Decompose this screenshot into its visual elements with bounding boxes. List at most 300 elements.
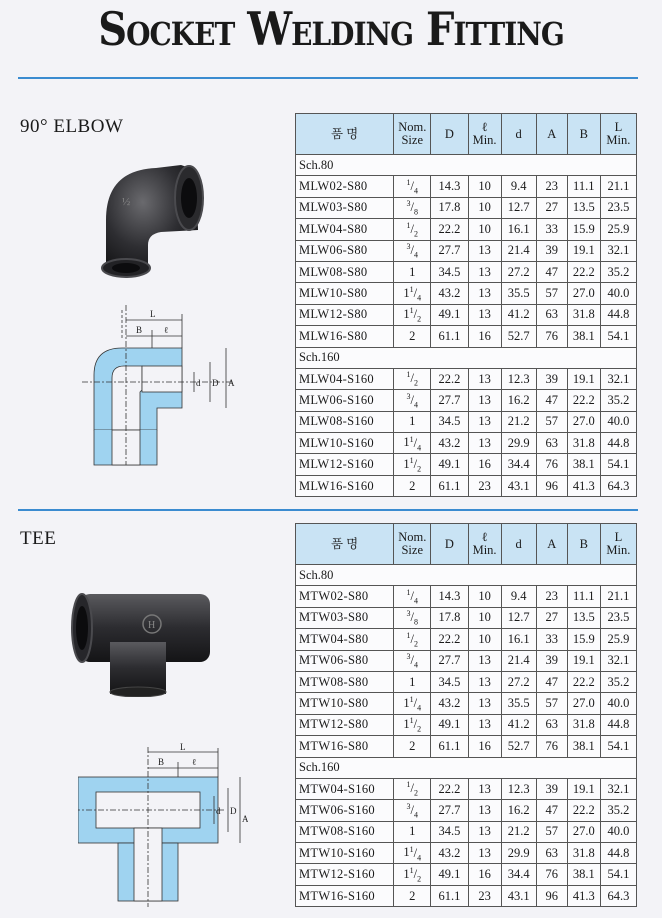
spec-cell: 96: [536, 475, 567, 496]
spec-cell: 13: [468, 261, 501, 282]
spec-cell: 31.8: [567, 714, 600, 735]
model-code: MLW06-S160: [296, 390, 394, 411]
spec-cell: 54.1: [600, 326, 636, 347]
header-l-min-line-2: Min.: [472, 543, 497, 557]
spec-cell: 54.1: [600, 454, 636, 475]
table-row: [296, 843, 637, 864]
spec-cell: 35.5: [501, 693, 536, 714]
spec-cell: 63: [536, 433, 567, 454]
spec-cell: 21.2: [501, 411, 536, 432]
spec-cell: 14.3: [431, 176, 468, 197]
spec-cell: 1: [394, 821, 431, 842]
spec-cell: 27.2: [501, 261, 536, 282]
spec-cell: 13: [468, 693, 501, 714]
header-d: d: [501, 524, 536, 565]
schedule-label: Sch.160: [296, 757, 637, 778]
table-row: [296, 197, 637, 218]
spec-cell: 13: [468, 671, 501, 692]
spec-cell: 27.0: [567, 693, 600, 714]
header-l-min-line-2: Min.: [472, 133, 497, 147]
spec-cell: 35.2: [600, 390, 636, 411]
table-row: [296, 326, 637, 347]
spec-cell: 49.1: [431, 454, 468, 475]
model-code: MTW03-S80: [296, 607, 394, 628]
spec-cell: $^1/_4$: [394, 586, 431, 607]
tee-dim-d: d: [216, 806, 221, 816]
table-row: [296, 261, 637, 282]
spec-cell: 39: [536, 650, 567, 671]
spec-cell: 27.7: [431, 650, 468, 671]
spec-cell: 17.8: [431, 607, 468, 628]
spec-cell: 27: [536, 197, 567, 218]
spec-cell: 13: [468, 304, 501, 325]
spec-cell: 64.3: [600, 475, 636, 496]
spec-cell: $^1/_2$: [394, 629, 431, 650]
spec-cell: 31.8: [567, 843, 600, 864]
spec-cell: 27: [536, 607, 567, 628]
spec-cell: 57: [536, 693, 567, 714]
spec-cell: 27.0: [567, 283, 600, 304]
spec-cell: $^3/_4$: [394, 240, 431, 261]
spec-cell: 49.1: [431, 714, 468, 735]
spec-cell: 43.2: [431, 433, 468, 454]
spec-cell: 21.4: [501, 650, 536, 671]
spec-cell: $^1/_4$: [394, 176, 431, 197]
spec-cell: 57: [536, 411, 567, 432]
spec-cell: 27.7: [431, 800, 468, 821]
spec-cell: 13: [468, 283, 501, 304]
spec-cell: 43.1: [501, 475, 536, 496]
model-code: MLW10-S160: [296, 433, 394, 454]
model-code: MTW10-S80: [296, 693, 394, 714]
spec-cell: 16: [468, 326, 501, 347]
spec-cell: 1: [394, 261, 431, 282]
table-row: [296, 650, 637, 671]
spec-cell: 23: [536, 176, 567, 197]
header-l-min: [468, 114, 501, 155]
model-code: MLW08-S80: [296, 261, 394, 282]
header-L-min-line-1: L: [614, 120, 623, 134]
table-row: [296, 736, 637, 757]
spec-cell: 33: [536, 629, 567, 650]
tee-dim-A: A: [242, 814, 248, 824]
spec-cell: 52.7: [501, 326, 536, 347]
spec-cell: 21.1: [600, 586, 636, 607]
spec-cell: $1^1/_4$: [394, 843, 431, 864]
spec-cell: 13.5: [567, 607, 600, 628]
model-code: MLW02-S80: [296, 176, 394, 197]
header-l-min-line-1: ℓ: [481, 530, 488, 544]
spec-cell: 64.3: [600, 885, 636, 906]
spec-cell: $^3/_4$: [394, 650, 431, 671]
model-code: MTW10-S160: [296, 843, 394, 864]
spec-cell: 43.1: [501, 885, 536, 906]
tee-dim-L: L: [180, 742, 186, 752]
table-row: [296, 671, 637, 692]
header-L-min-line-1: L: [614, 530, 623, 544]
spec-cell: $1^1/_4$: [394, 433, 431, 454]
table-row: [296, 433, 637, 454]
spec-cell: 57: [536, 283, 567, 304]
spec-cell: 23: [468, 475, 501, 496]
spec-cell: 38.1: [567, 454, 600, 475]
spec-cell: 10: [468, 607, 501, 628]
spec-cell: 13: [468, 411, 501, 432]
header-nom-size-line-2: Size: [401, 133, 424, 147]
spec-cell: 52.7: [501, 736, 536, 757]
header-A: A: [536, 114, 567, 155]
spec-cell: 61.1: [431, 326, 468, 347]
spec-cell: 12.3: [501, 368, 536, 389]
spec-cell: 76: [536, 454, 567, 475]
tee-dim-B: B: [158, 757, 165, 767]
spec-cell: 43.2: [431, 843, 468, 864]
spec-cell: 76: [536, 736, 567, 757]
table-row: [296, 607, 637, 628]
spec-cell: 61.1: [431, 885, 468, 906]
spec-cell: 13: [468, 368, 501, 389]
model-code: MLW16-S160: [296, 475, 394, 496]
spec-cell: 44.8: [600, 843, 636, 864]
spec-cell: 11.1: [567, 586, 600, 607]
spec-cell: 2: [394, 736, 431, 757]
elbow-section-title: 90° ELBOW: [20, 116, 124, 137]
spec-cell: 49.1: [431, 864, 468, 885]
spec-cell: 57: [536, 821, 567, 842]
spec-cell: 38.1: [567, 736, 600, 757]
header-L-min-line-2: Min.: [606, 133, 631, 147]
spec-cell: $1^1/_2$: [394, 454, 431, 475]
header-nom-size-line-1: Nom.: [398, 530, 427, 544]
header-nom-size-line-1: Nom.: [398, 120, 427, 134]
spec-cell: 9.4: [501, 176, 536, 197]
spec-cell: $^3/_4$: [394, 390, 431, 411]
spec-cell: 76: [536, 864, 567, 885]
spec-cell: 39: [536, 778, 567, 799]
spec-cell: 10: [468, 197, 501, 218]
spec-cell: 96: [536, 885, 567, 906]
model-code: MTW08-S80: [296, 671, 394, 692]
spec-cell: 15.9: [567, 219, 600, 240]
table-row: [296, 800, 637, 821]
tee-drawing: [78, 742, 248, 912]
spec-cell: 27.0: [567, 411, 600, 432]
header-d: d: [501, 114, 536, 155]
elbow-photo-label: ½: [122, 196, 131, 208]
spec-cell: 19.1: [567, 650, 600, 671]
spec-cell: 40.0: [600, 411, 636, 432]
spec-cell: 47: [536, 390, 567, 411]
spec-cell: 23.5: [600, 607, 636, 628]
spec-cell: 27.7: [431, 390, 468, 411]
spec-cell: 22.2: [567, 390, 600, 411]
spec-cell: 41.2: [501, 714, 536, 735]
header-l-min: [468, 524, 501, 565]
spec-cell: 13: [468, 800, 501, 821]
spec-cell: 34.5: [431, 671, 468, 692]
spec-cell: 32.1: [600, 240, 636, 261]
model-code: MLW04-S80: [296, 219, 394, 240]
model-code: MTW12-S160: [296, 864, 394, 885]
spec-cell: 54.1: [600, 736, 636, 757]
table-row: [296, 475, 637, 496]
spec-cell: 22.2: [567, 261, 600, 282]
spec-cell: 39: [536, 240, 567, 261]
table-row: [296, 454, 637, 475]
spec-cell: 16: [468, 454, 501, 475]
model-code: MTW04-S80: [296, 629, 394, 650]
table-row: [296, 304, 637, 325]
spec-cell: 41.3: [567, 475, 600, 496]
spec-cell: 32.1: [600, 778, 636, 799]
spec-cell: $1^1/_4$: [394, 693, 431, 714]
spec-cell: 19.1: [567, 240, 600, 261]
spec-cell: 9.4: [501, 586, 536, 607]
spec-cell: 47: [536, 800, 567, 821]
spec-cell: $^3/_4$: [394, 800, 431, 821]
spec-cell: 16: [468, 736, 501, 757]
spec-cell: 22.2: [567, 800, 600, 821]
spec-cell: 13: [468, 390, 501, 411]
spec-cell: 76: [536, 326, 567, 347]
table-row: [296, 821, 637, 842]
page-title: Socket Welding Fitting: [98, 2, 564, 57]
spec-cell: 13: [468, 433, 501, 454]
spec-cell: 54.1: [600, 864, 636, 885]
table-row: [296, 219, 637, 240]
schedule-label: Sch.80: [296, 155, 637, 176]
header-D: D: [431, 524, 468, 565]
spec-cell: 10: [468, 629, 501, 650]
spec-cell: 32.1: [600, 650, 636, 671]
spec-cell: 35.5: [501, 283, 536, 304]
spec-cell: 13: [468, 714, 501, 735]
spec-cell: 27.2: [501, 671, 536, 692]
spec-cell: 34.4: [501, 864, 536, 885]
spec-cell: 25.9: [600, 219, 636, 240]
spec-cell: 61.1: [431, 475, 468, 496]
spec-cell: 38.1: [567, 326, 600, 347]
spec-cell: 41.3: [567, 885, 600, 906]
header-D: D: [431, 114, 468, 155]
spec-cell: $^1/_2$: [394, 778, 431, 799]
spec-cell: 13.5: [567, 197, 600, 218]
spec-cell: 14.3: [431, 586, 468, 607]
spec-cell: 21.1: [600, 176, 636, 197]
spec-cell: 23.5: [600, 197, 636, 218]
model-code: MTW06-S80: [296, 650, 394, 671]
spec-cell: 61.1: [431, 736, 468, 757]
table-row: [296, 176, 637, 197]
spec-cell: 16.1: [501, 219, 536, 240]
elbow-dim-L: L: [150, 309, 156, 319]
tee-section-title: TEE: [20, 528, 57, 549]
spec-cell: 47: [536, 261, 567, 282]
spec-cell: 2: [394, 475, 431, 496]
spec-cell: 16: [468, 864, 501, 885]
spec-cell: 10: [468, 219, 501, 240]
spec-cell: 31.8: [567, 433, 600, 454]
tee-photo: [62, 582, 222, 697]
spec-cell: 1: [394, 411, 431, 432]
table-row: [296, 240, 637, 261]
spec-cell: 12.7: [501, 607, 536, 628]
spec-cell: 22.2: [431, 219, 468, 240]
model-code: MLW10-S80: [296, 283, 394, 304]
spec-cell: 22.2: [567, 671, 600, 692]
spec-cell: 2: [394, 326, 431, 347]
spec-cell: 40.0: [600, 821, 636, 842]
spec-cell: 21.2: [501, 821, 536, 842]
header-name: 품 명: [296, 524, 394, 565]
section-divider: [18, 509, 638, 511]
spec-cell: $^1/_2$: [394, 219, 431, 240]
spec-cell: 10: [468, 176, 501, 197]
header-L-min-line-2: Min.: [606, 543, 631, 557]
spec-cell: 15.9: [567, 629, 600, 650]
header-name: 품 명: [296, 114, 394, 155]
spec-cell: 1: [394, 671, 431, 692]
spec-cell: 23: [536, 586, 567, 607]
title-rule: [18, 77, 638, 79]
elbow-dim-d: d: [196, 378, 201, 388]
spec-cell: 43.2: [431, 283, 468, 304]
table-row: [296, 864, 637, 885]
header-nom-size: [394, 114, 431, 155]
table-row: [296, 368, 637, 389]
model-code: MTW06-S160: [296, 800, 394, 821]
header-A: A: [536, 524, 567, 565]
spec-cell: 63: [536, 714, 567, 735]
spec-cell: 12.7: [501, 197, 536, 218]
header-l-min-line-1: ℓ: [481, 120, 488, 134]
table-row: [296, 586, 637, 607]
header-nom-size-line-2: Size: [401, 543, 424, 557]
model-code: MTW12-S80: [296, 714, 394, 735]
tee-spec-table: [295, 523, 637, 907]
spec-cell: 39: [536, 368, 567, 389]
header-L-min: [600, 524, 636, 565]
spec-cell: 22.2: [431, 778, 468, 799]
header-nom-size: [394, 524, 431, 565]
spec-cell: 27.7: [431, 240, 468, 261]
spec-cell: 13: [468, 650, 501, 671]
spec-cell: 47: [536, 671, 567, 692]
spec-cell: 35.2: [600, 671, 636, 692]
spec-cell: 19.1: [567, 778, 600, 799]
spec-cell: 16.2: [501, 390, 536, 411]
spec-cell: 40.0: [600, 283, 636, 304]
tee-photo-label: H: [148, 620, 156, 631]
spec-cell: 40.0: [600, 693, 636, 714]
spec-cell: $^3/_8$: [394, 197, 431, 218]
spec-cell: 23: [468, 885, 501, 906]
spec-cell: 29.9: [501, 843, 536, 864]
schedule-label: Sch.80: [296, 565, 637, 586]
elbow-spec-table: [295, 113, 637, 497]
header-B: B: [567, 114, 600, 155]
spec-cell: 13: [468, 240, 501, 261]
tee-dim-l: ℓ: [192, 757, 197, 767]
tee-dim-D: D: [230, 806, 237, 816]
spec-cell: 13: [468, 821, 501, 842]
model-code: MLW06-S80: [296, 240, 394, 261]
spec-cell: 17.8: [431, 197, 468, 218]
table-row: [296, 629, 637, 650]
model-code: MLW04-S160: [296, 368, 394, 389]
spec-cell: 22.2: [431, 368, 468, 389]
model-code: MLW08-S160: [296, 411, 394, 432]
table-row: [296, 411, 637, 432]
header-L-min: [600, 114, 636, 155]
spec-cell: 63: [536, 304, 567, 325]
elbow-photo: [86, 150, 216, 280]
spec-cell: 44.8: [600, 714, 636, 735]
spec-cell: $1^1/_4$: [394, 283, 431, 304]
model-code: MTW08-S160: [296, 821, 394, 842]
schedule-label: Sch.160: [296, 347, 637, 368]
spec-cell: $^3/_8$: [394, 607, 431, 628]
model-code: MTW02-S80: [296, 586, 394, 607]
spec-cell: 21.4: [501, 240, 536, 261]
spec-cell: 25.9: [600, 629, 636, 650]
spec-cell: 2: [394, 885, 431, 906]
spec-cell: 49.1: [431, 304, 468, 325]
table-row: [296, 885, 637, 906]
table-row: [296, 283, 637, 304]
spec-cell: $1^1/_2$: [394, 304, 431, 325]
spec-cell: 38.1: [567, 864, 600, 885]
spec-cell: 22.2: [431, 629, 468, 650]
model-code: MLW12-S160: [296, 454, 394, 475]
model-code: MTW04-S160: [296, 778, 394, 799]
spec-cell: 12.3: [501, 778, 536, 799]
spec-cell: 29.9: [501, 433, 536, 454]
header-B: B: [567, 524, 600, 565]
spec-cell: 34.5: [431, 821, 468, 842]
table-row: [296, 390, 637, 411]
spec-cell: 27.0: [567, 821, 600, 842]
table-row: [296, 693, 637, 714]
model-code: MTW16-S160: [296, 885, 394, 906]
spec-cell: 32.1: [600, 368, 636, 389]
spec-cell: 35.2: [600, 261, 636, 282]
spec-cell: 34.5: [431, 261, 468, 282]
spec-cell: 11.1: [567, 176, 600, 197]
model-code: MLW16-S80: [296, 326, 394, 347]
spec-cell: 19.1: [567, 368, 600, 389]
spec-cell: 35.2: [600, 800, 636, 821]
elbow-dim-D: D: [212, 378, 219, 388]
model-code: MLW12-S80: [296, 304, 394, 325]
spec-cell: 33: [536, 219, 567, 240]
spec-cell: 31.8: [567, 304, 600, 325]
spec-cell: 41.2: [501, 304, 536, 325]
spec-cell: $1^1/_2$: [394, 714, 431, 735]
elbow-drawing: [82, 300, 242, 475]
spec-cell: 16.2: [501, 800, 536, 821]
spec-cell: 13: [468, 843, 501, 864]
table-row: [296, 778, 637, 799]
spec-cell: 44.8: [600, 304, 636, 325]
spec-cell: 10: [468, 586, 501, 607]
spec-cell: 16.1: [501, 629, 536, 650]
elbow-dim-A: A: [228, 378, 235, 388]
spec-cell: 13: [468, 778, 501, 799]
spec-cell: $1^1/_2$: [394, 864, 431, 885]
spec-cell: 44.8: [600, 433, 636, 454]
table-row: [296, 714, 637, 735]
